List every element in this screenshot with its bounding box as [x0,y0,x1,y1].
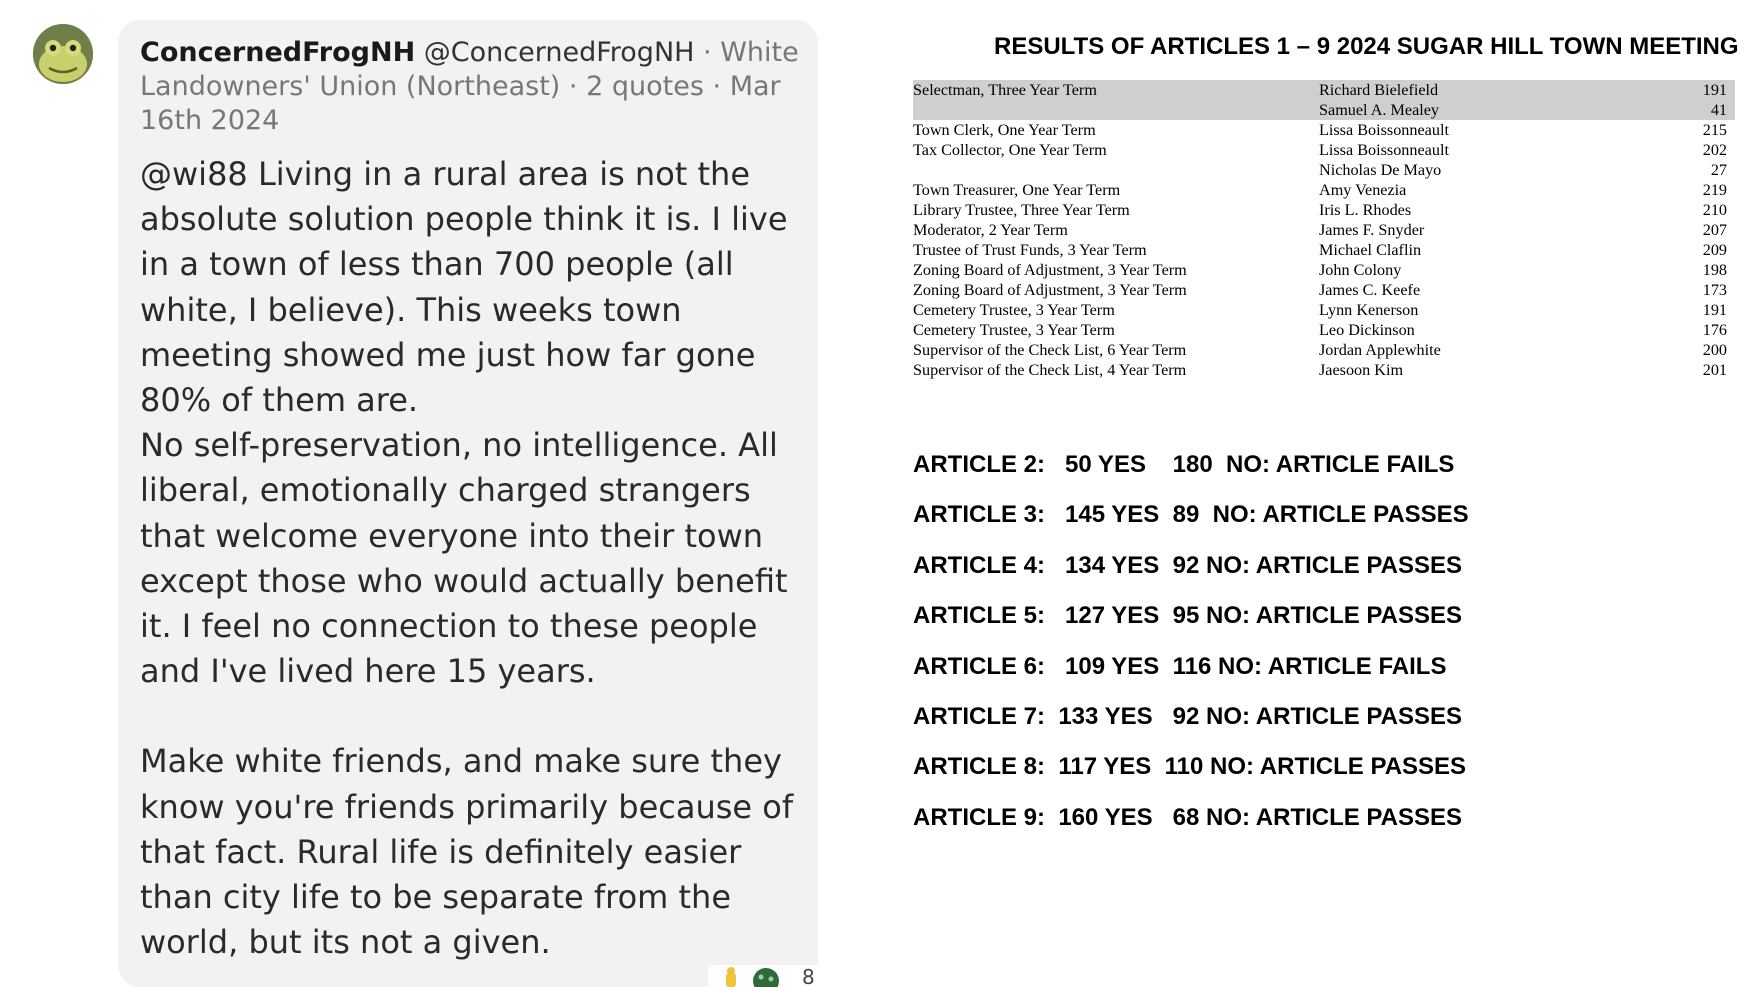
office-cell: Town Clerk, One Year Term [913,121,1096,139]
meeting-results-document [900,0,1750,987]
article-result: ARTICLE 8: 117 YES 110 NO: ARTICLE PASSES [913,753,1467,781]
results-row [913,120,1735,140]
office-cell: Selectman, Three Year Term [913,81,1097,99]
votes-cell: 191 [1702,301,1727,319]
office-cell: Tax Collector, One Year Term [913,141,1107,159]
article-results [913,448,1673,851]
emoji-reactions-icon [708,965,798,987]
candidate-cell: Nicholas De Mayo [1319,161,1442,179]
candidate-cell: Amy Venezia [1319,181,1407,199]
office-cell: Moderator, 2 Year Term [913,221,1068,239]
results-row [913,180,1735,200]
votes-cell: 207 [1702,221,1727,239]
votes-cell: 202 [1702,141,1727,159]
article-result: ARTICLE 3: 145 YES 89 NO: ARTICLE PASSES [913,501,1469,529]
results-row [913,240,1735,260]
office-cell: Supervisor of the Check List, 6 Year Term [913,341,1187,359]
results-row [913,220,1735,240]
votes-cell: 191 [1702,81,1727,99]
office-cell: Supervisor of the Check List, 4 Year Term [913,361,1187,379]
candidate-cell: Jordan Applewhite [1319,341,1441,359]
reaction-count: 8 [802,965,815,987]
candidate-cell: Lissa Boissonneault [1319,141,1449,159]
article-result: ARTICLE 7: 133 YES 92 NO: ARTICLE PASSES [913,702,1463,730]
candidate-cell: Michael Claflin [1319,241,1422,259]
votes-cell: 215 [1702,121,1727,139]
quotes-count[interactable]: 2 quotes [586,71,704,102]
candidate-cell: Samuel A. Mealey [1319,101,1440,119]
votes-cell: 210 [1702,201,1727,219]
office-cell: Library Trustee, Three Year Term [913,201,1130,219]
candidate-cell: Jaesoon Kim [1319,361,1404,379]
candidate-cell: Richard Bielefield [1319,81,1439,99]
office-cell: Zoning Board of Adjustment, 3 Year Term [913,281,1187,299]
author-name[interactable]: ConcernedFrogNH [140,37,416,68]
group-name[interactable]: White Landowners' Union (Northeast) [140,37,799,102]
office-cell: Cemetery Trustee, 3 Year Term [913,321,1115,339]
document-title: RESULTS OF ARTICLES 1 – 9 2024 SUGAR HILL TOWN MEETING [994,33,1739,60]
separator: · [568,71,578,102]
election-results-table [913,80,1735,380]
post-paragraph: Make white friends, and make sure they know you're friends primarily because of that fact. Rural life is definitely easier than city life to be separate from the world, but its not a given. [140,742,794,962]
article-result: ARTICLE 9: 160 YES 68 NO: ARTICLE PASSES [913,803,1463,831]
frog-avatar-icon[interactable] [33,24,93,84]
votes-cell: 27 [1710,161,1727,179]
votes-cell: 209 [1702,241,1727,259]
post-paragraph: No self-preservation, no intelligence. All liberal, emotionally charged strangers that welcome everyone into their town except those who would actually benefit it. I feel no connection to these people and I've lived here 15 years. [140,426,788,691]
post-body [140,152,810,965]
results-row [913,300,1735,320]
candidate-cell: John Colony [1319,261,1402,279]
votes-cell: 198 [1702,261,1727,279]
candidate-cell: James F. Snyder [1319,221,1425,239]
candidate-cell: Lynn Kenerson [1319,301,1419,319]
office-cell: Zoning Board of Adjustment, 3 Year Term [913,261,1187,279]
votes-cell: 173 [1702,281,1727,299]
reactions-bar[interactable] [708,965,818,987]
office-cell: Cemetery Trustee, 3 Year Term [913,301,1115,319]
results-row [913,140,1735,160]
article-result: ARTICLE 4: 134 YES 92 NO: ARTICLE PASSES [913,551,1463,579]
article-result: ARTICLE 6: 109 YES 116 NO: ARTICLE FAILS [913,652,1447,680]
results-row [913,280,1735,300]
results-row [913,100,1735,120]
results-row [913,340,1735,360]
candidate-cell: Lissa Boissonneault [1319,121,1449,139]
candidate-cell: Leo Dickinson [1319,321,1415,339]
votes-cell: 41 [1710,101,1727,119]
post-date[interactable]: Mar 16th 2024 [140,71,781,136]
results-row [913,200,1735,220]
post-header [140,36,800,138]
candidate-cell: Iris L. Rhodes [1319,201,1412,219]
author-handle[interactable]: @ConcernedFrogNH [423,37,695,68]
votes-cell: 219 [1702,181,1727,199]
results-row [913,360,1735,380]
results-row [913,80,1735,100]
votes-cell: 176 [1702,321,1727,339]
post-paragraph: @wi88 Living in a rural area is not the absolute solution people think it is. I live in a town of less than 700 people (all white, I believe). This weeks town meeting showed me just how far gone 80% of them are. [140,155,788,420]
votes-cell: 201 [1702,361,1727,379]
results-row [913,260,1735,280]
separator: · [703,37,712,68]
candidate-cell: James C. Keefe [1319,281,1421,299]
article-result: ARTICLE 5: 127 YES 95 NO: ARTICLE PASSES [913,602,1463,630]
results-row [913,160,1735,180]
results-row [913,320,1735,340]
votes-cell: 200 [1702,341,1727,359]
office-cell: Trustee of Trust Funds, 3 Year Term [913,241,1147,259]
separator: · [712,71,722,102]
office-cell: Town Treasurer, One Year Term [913,181,1121,199]
article-result: ARTICLE 2: 50 YES 180 NO: ARTICLE FAILS [913,451,1455,478]
